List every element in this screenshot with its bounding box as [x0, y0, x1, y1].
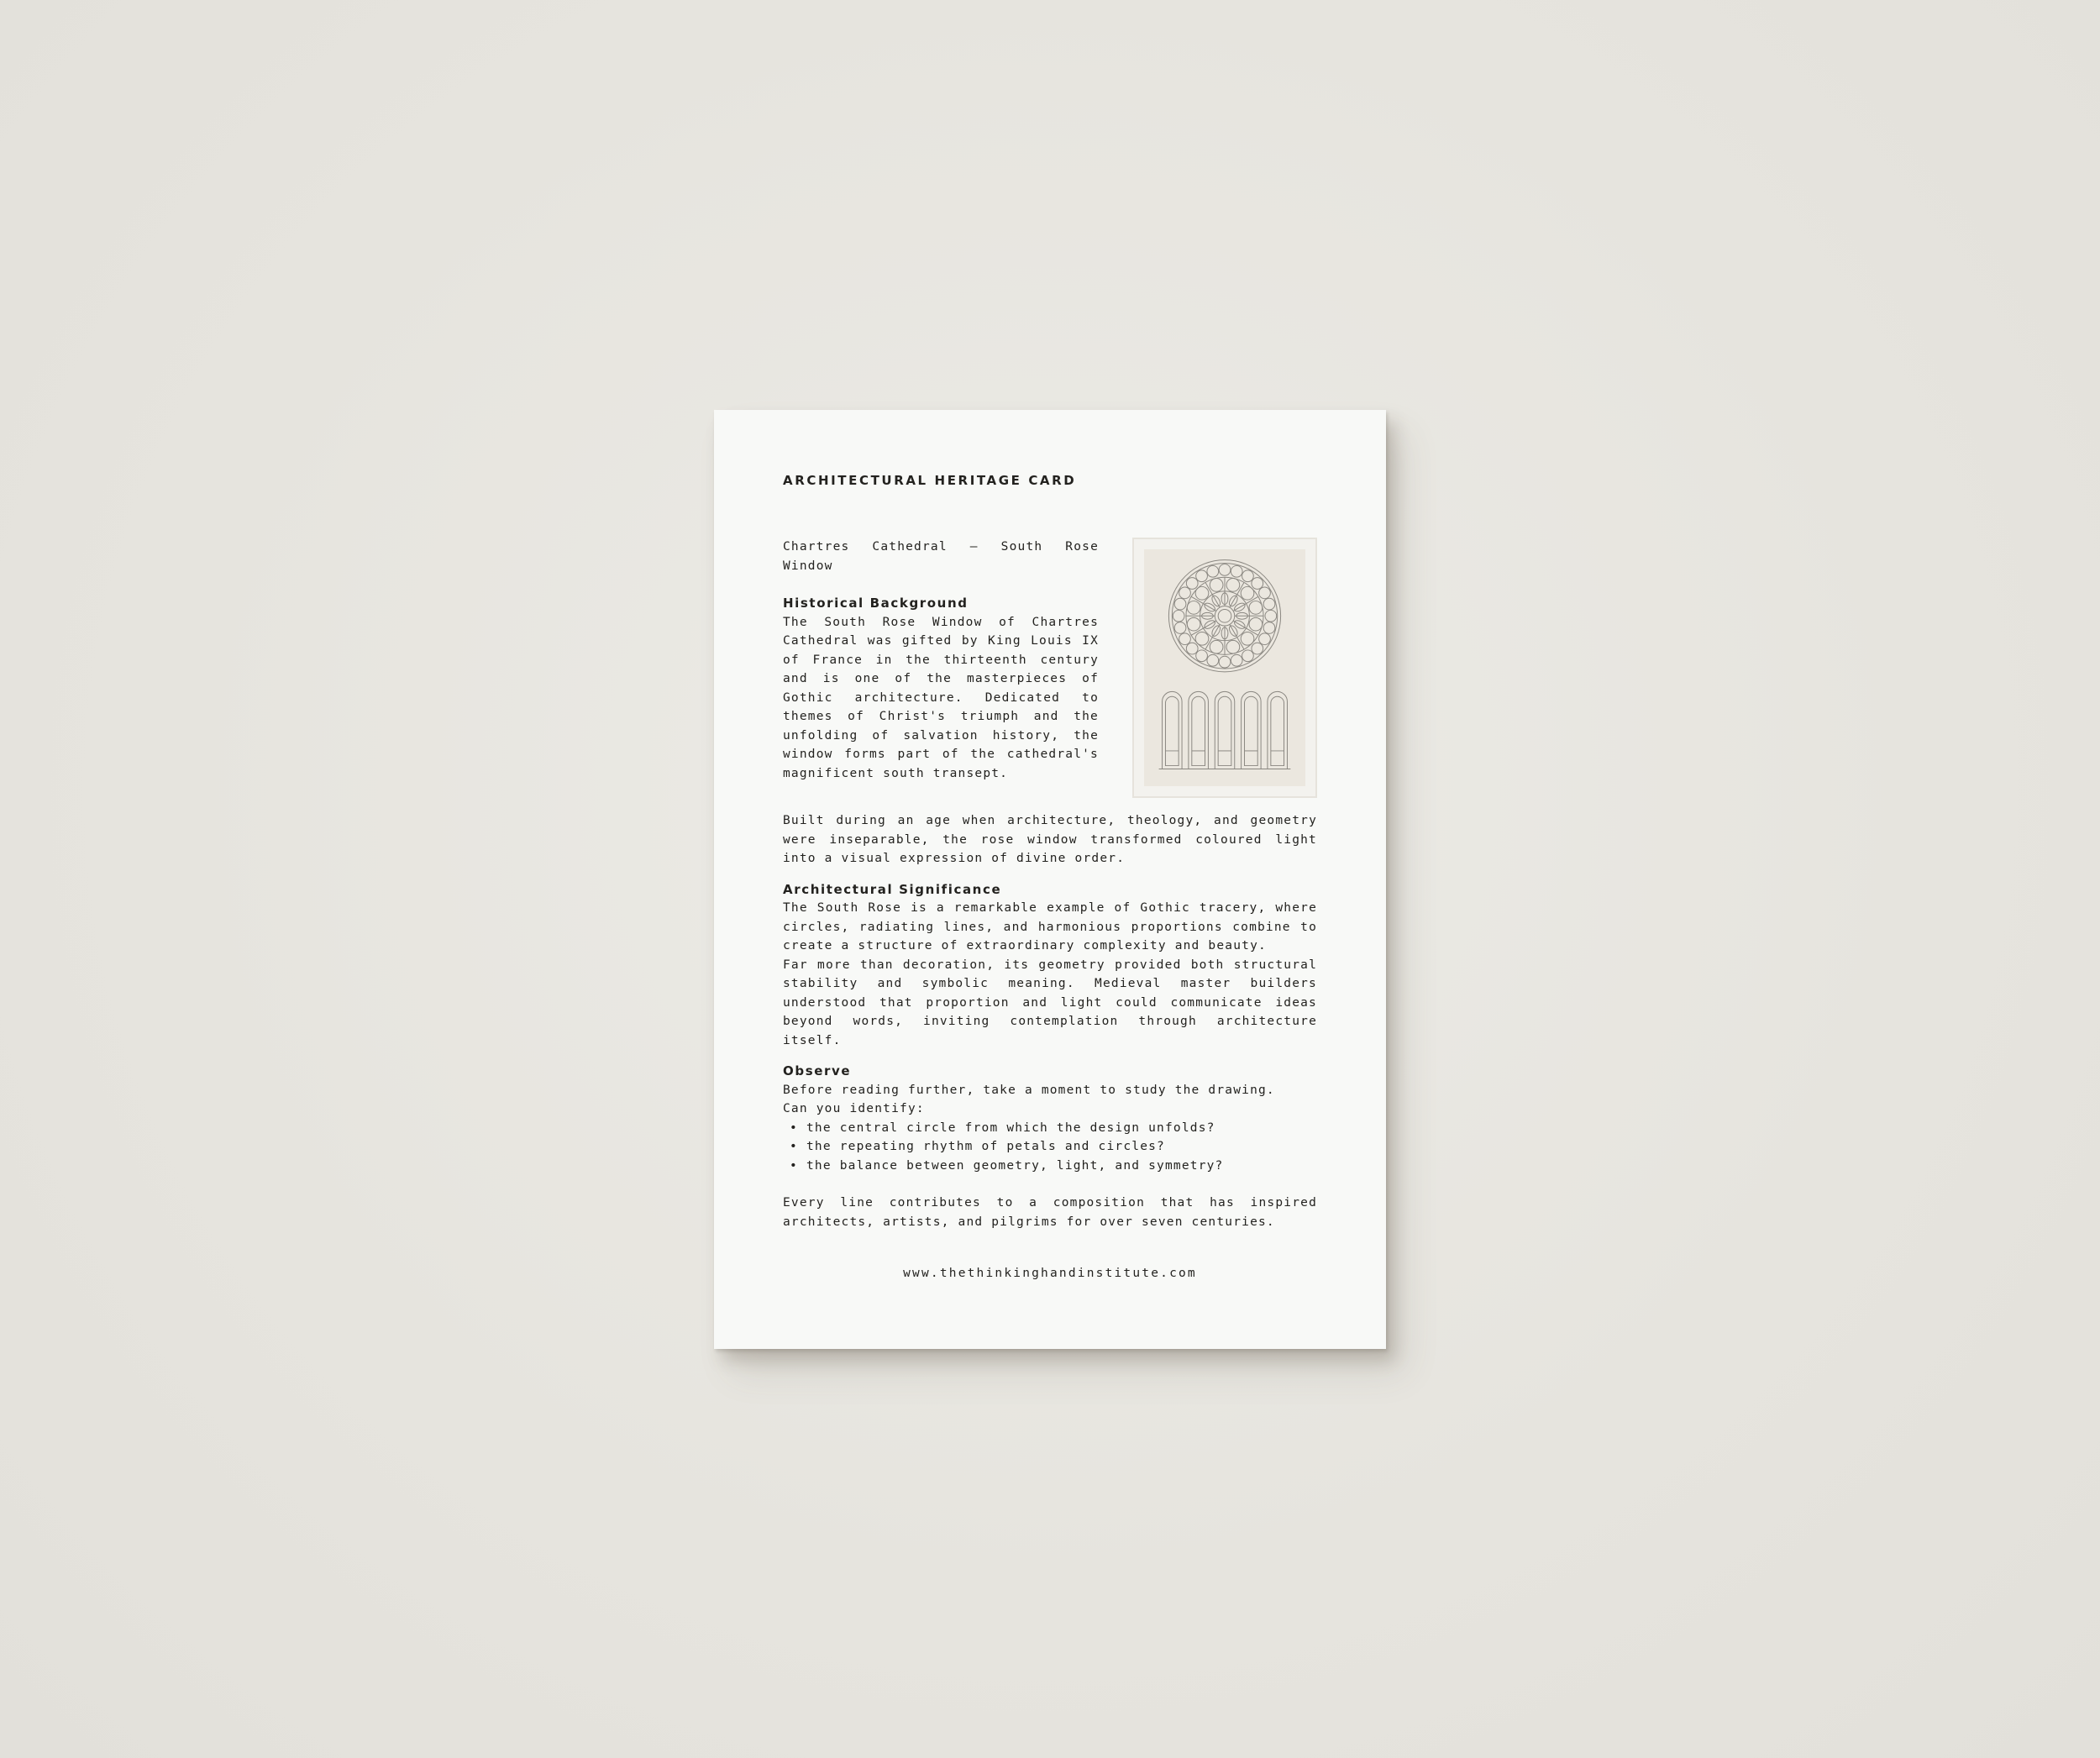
- top-section: [783, 538, 1317, 815]
- card-content: [783, 410, 1317, 1349]
- list-item: • the repeating rhythm of petals and circles?: [783, 1137, 1317, 1157]
- card-subtitle: Chartres Cathedral – South Rose Window: [783, 540, 1099, 573]
- bullet-dot-icon: •: [790, 1158, 798, 1173]
- observe-prompt: Can you identify:: [783, 1102, 925, 1115]
- illustration-panel: [1144, 549, 1305, 786]
- rose-window-illustration: [1132, 538, 1317, 798]
- list-item: • the balance between geometry, light, and symmetry?: [783, 1157, 1317, 1176]
- rose-window-drawing-icon: [1144, 549, 1305, 786]
- bullet-dot-icon: •: [790, 1120, 798, 1135]
- lower-section: [783, 811, 1317, 1231]
- historical-background-text-2: Built during an age when architecture, theology, and geometry were inseparable, the rose window transformed coloured light into a visual expression of divine order.: [783, 814, 1317, 865]
- top-text-column: [783, 538, 1099, 783]
- historical-background-title: Historical Background: [783, 596, 969, 611]
- list-item: • the central circle from which the design unfolds?: [783, 1119, 1317, 1138]
- observe-closing: Every line contributes to a composition that has inspired architects, artists, and pilgrims for over seven centuries.: [783, 1196, 1317, 1229]
- observe-title: Observe: [783, 1063, 852, 1078]
- heritage-card: [714, 410, 1386, 1349]
- historical-background-text: The South Rose Window of Chartres Cathedral was gifted by King Louis IX of France in the thirteenth century and is one of the masterpieces of Gothic architecture. Dedicated to themes of Christ's triumph and the unfolding of salvation history, the window forms part of the cathedral's magnificent south transept.: [783, 615, 1099, 780]
- observe-bullet-list: [783, 1119, 1317, 1176]
- website-url: www.thethinkinghandinstitute.com: [903, 1267, 1197, 1280]
- observe-intro: Before reading further, take a moment to study the drawing.: [783, 1083, 1275, 1097]
- bullet-dot-icon: •: [790, 1140, 798, 1153]
- architectural-significance-title: Architectural Significance: [783, 881, 1002, 897]
- card-heading: ARCHITECTURAL HERITAGE CARD: [783, 473, 1077, 488]
- architectural-significance-text: The South Rose is a remarkable example of Gothic tracery, where circles, radiating lines, and harmonious proportions combine to create a structure of extraordinary complexity and beauty.: [783, 901, 1317, 952]
- architectural-significance-text-2: Far more than decoration, its geometry provided both structural stability and symbolic meaning. Medieval master builders understood that proportion and light could communicate ideas beyond words, inviting contemplation through architecture itself.: [783, 958, 1317, 1047]
